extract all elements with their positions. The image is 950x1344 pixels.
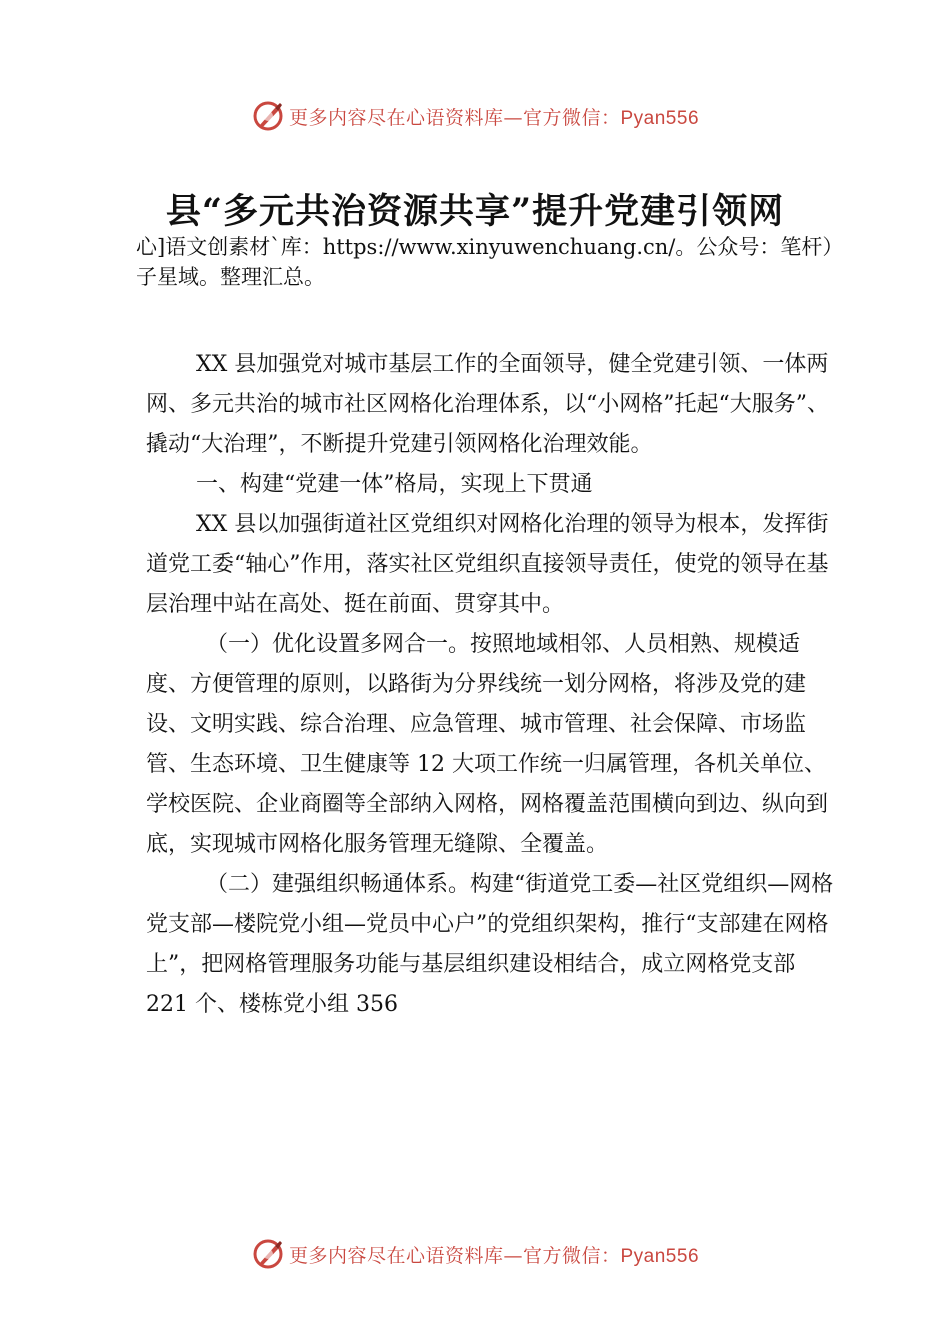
quill-logo-icon	[251, 99, 285, 133]
header-watermark-banner	[0, 96, 950, 136]
paragraph: XX 县加强党对城市基层工作的全面领导，健全党建引领、一体两网、多元共治的城市社区网格化治理体系，以“小网格”托起“大服务”、撬动“大治理”，不断提升党建引领网格化治理效能。	[146, 352, 829, 457]
document-body	[146, 345, 836, 1025]
paragraph: XX 县以加强街道社区党组织对网格化治理的领导为根本，发挥街道党工委“轴心”作用，落实社区党组织直接领导责任，使党的领导在基层治理中站在高处、挺在前面、贯穿其中。	[146, 512, 829, 617]
watermark-label: 更多内容尽在心语资料库—官方微信：	[288, 106, 621, 129]
source-line: 心]语文创素材`库：https://www.xinyuwenchuang.cn/。公众号：笔杆）子星域。整理汇总。	[136, 235, 833, 289]
footer-watermark-banner	[0, 1234, 950, 1274]
watermark-wechat-id: Pyan556	[620, 107, 700, 129]
paragraph: （一）优化设置多网合一。按照地域相邻、人员相熟、规模适度、方便管理的原则，以路街为分界线统一划分网格，将涉及党的建设、文明实践、综合治理、应急管理、城市管理、社会保障、市场监管、生态环境、卫生健康等 12 大项工作统一归属管理，各机关单位、学校医院、企业商圈等全部纳入网格，网格覆盖范围横向到边、纵向到底，实现城市网格化服务管理无缝隙、全覆盖。	[146, 632, 829, 857]
watermark-text	[289, 103, 699, 130]
watermark-text	[289, 1241, 699, 1268]
paragraph: （二）建强组织畅通体系。构建“街道党工委—社区党组织—网格党支部—楼院党小组—党员中心户”的党组织架构，推行“支部建在网格上”，把网格管理服务功能与基层组织建设相结合，成立网格党支部 221 个、楼栋党小组 356	[146, 872, 834, 1017]
watermark-wechat-id: Pyan556	[620, 1245, 700, 1267]
watermark-label: 更多内容尽在心语资料库—官方微信：	[288, 1244, 621, 1267]
document-title: 县“多元共治资源共享”提升党建引领网	[165, 191, 785, 232]
section-heading: 一、构建“党建一体”格局，实现上下贯通	[196, 472, 593, 497]
quill-logo-icon	[251, 1237, 285, 1271]
